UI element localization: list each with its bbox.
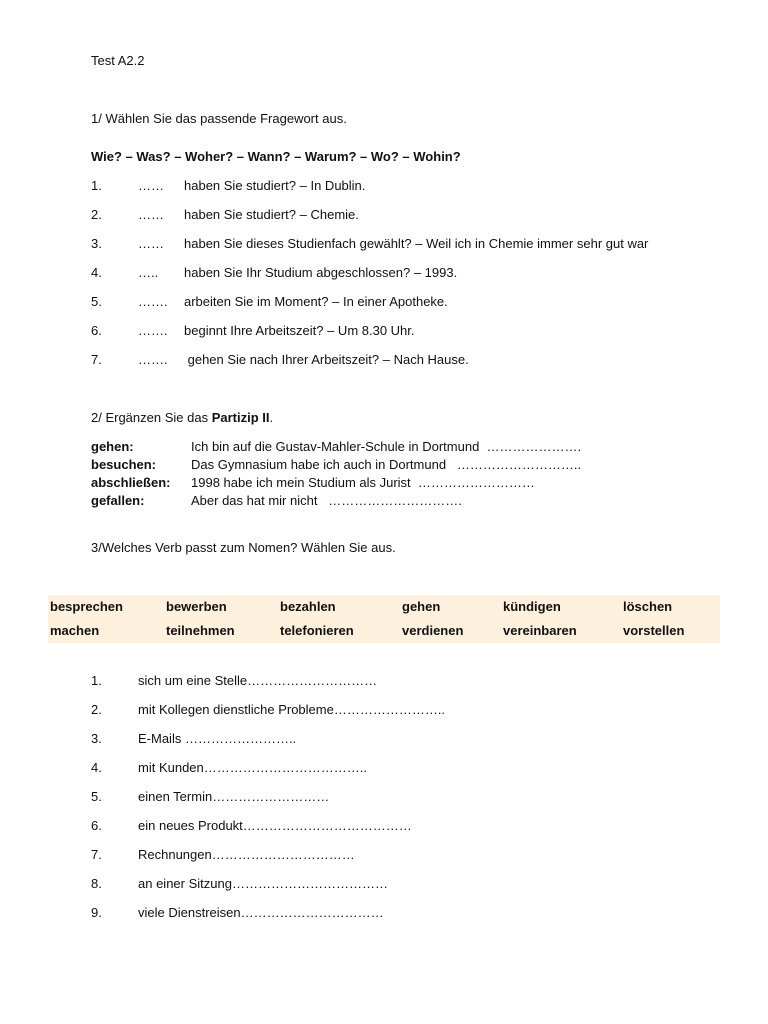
list-item-number: 8. [91,876,102,891]
verb-table [48,595,720,643]
verb-label: abschließen: [91,475,171,490]
phrase-text: einen Termin……………………… [138,789,330,804]
list-item-number: 7. [91,847,102,862]
verb-cell: kündigen [503,599,561,614]
phrase-text: Rechnungen…………………………… [138,847,355,862]
document-title: Test A2.2 [91,53,145,68]
list-item-number: 5. [91,789,102,804]
list-item-number: 1. [91,178,102,193]
list-item-number: 6. [91,818,102,833]
list-item-number: 9. [91,905,102,920]
verb-cell: vorstellen [623,623,685,638]
phrase-text: mit Kunden……………………………….. [138,760,367,775]
list-item-number: 3. [91,236,102,251]
phrase-text: viele Dienstreisen…………………………… [138,905,384,920]
answer-blank: …… [138,178,164,193]
answer-blank: ……. [138,352,168,367]
question-text: beginnt Ihre Arbeitszeit? – Um 8.30 Uhr. [184,323,415,338]
answer-blank: ……. [138,323,168,338]
verb-cell: bezahlen [280,599,336,614]
verb-cell: gehen [402,599,441,614]
verb-cell: verdienen [402,623,464,638]
verb-cell: vereinbaren [503,623,577,638]
question-words-list: Wie? – Was? – Woher? – Wann? – Warum? – Wo? – Wohin? [91,149,461,164]
section2-heading [91,410,273,425]
answer-blank: ….. [138,265,159,280]
verb-cell: telefonieren [280,623,354,638]
sentence-text: Aber das hat mir nicht …………………………. [191,493,462,508]
list-item-number: 4. [91,760,102,775]
question-text: haben Sie studiert? – In Dublin. [184,178,366,193]
sentence-text: 1998 habe ich mein Studium als Jurist ……………………… [191,475,535,490]
phrase-text: ein neues Produkt………………………………… [138,818,412,833]
phrase-text: an einer Sitzung……………………………… [138,876,388,891]
phrase-text: E-Mails …………………….. [138,731,297,746]
verb-cell: besprechen [50,599,123,614]
answer-blank: …… [138,236,164,251]
list-item-number: 4. [91,265,102,280]
answer-blank: …… [138,207,164,222]
verb-cell: machen [50,623,100,638]
section2-heading-prefix: 2/ Ergänzen Sie das [91,410,212,425]
verb-label: gehen: [91,439,134,454]
list-item-number: 6. [91,323,102,338]
section3-heading: 3/Welches Verb passt zum Nomen? Wählen Sie aus. [91,540,396,555]
verb-cell: löschen [623,599,673,614]
phrase-text: mit Kollegen dienstliche Probleme…………………….. [138,702,446,717]
verb-cell: bewerben [166,599,227,614]
sentence-text: Ich bin auf die Gustav-Mahler-Schule in Dortmund …………………. [191,439,582,454]
list-item-number: 3. [91,731,102,746]
sentence-text: Das Gymnasium habe ich auch in Dortmund ……………………….. [191,457,582,472]
question-text: gehen Sie nach Ihrer Arbeitszeit? – Nach Hause. [184,352,469,367]
verb-label: gefallen: [91,493,145,508]
verb-cell: teilnehmen [166,623,235,638]
question-text: haben Sie dieses Studienfach gewählt? – Weil ich in Chemie immer sehr gut war [184,236,649,251]
list-item-number: 5. [91,294,102,309]
list-item-number: 2. [91,207,102,222]
phrase-text: sich um eine Stelle………………………… [138,673,378,688]
list-item-number: 7. [91,352,102,367]
answer-blank: ……. [138,294,168,309]
section2-heading-bold: Partizip II [211,410,270,425]
question-text: haben Sie studiert? – Chemie. [184,207,359,222]
question-text: haben Sie Ihr Studium abgeschlossen? – 1993. [184,265,458,280]
question-text: arbeiten Sie im Moment? – In einer Apotheke. [184,294,448,309]
section2-heading-suffix: . [269,410,274,425]
list-item-number: 2. [91,702,102,717]
verb-label: besuchen: [91,457,157,472]
list-item-number: 1. [91,673,102,688]
section1-heading: 1/ Wählen Sie das passende Fragewort aus. [91,111,347,126]
